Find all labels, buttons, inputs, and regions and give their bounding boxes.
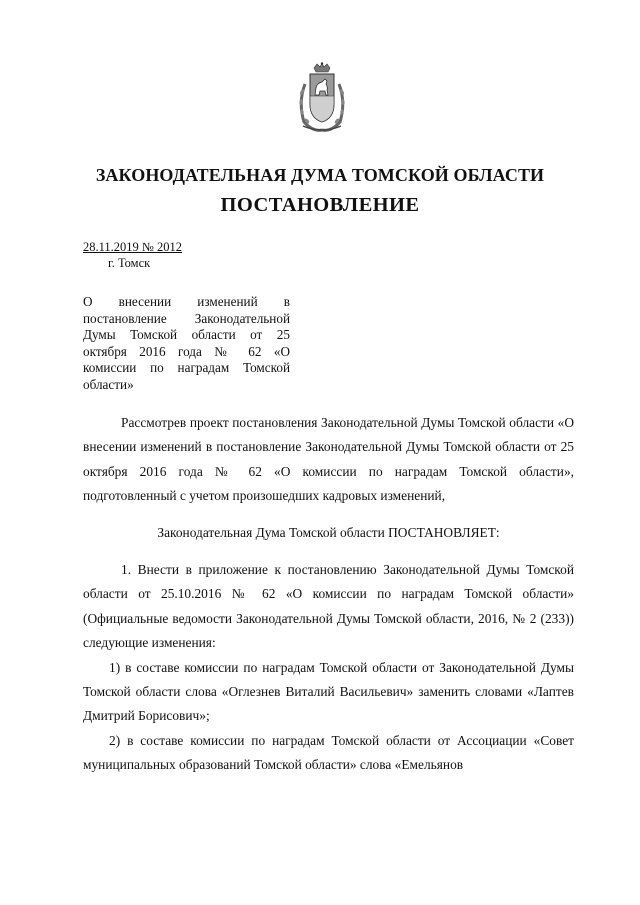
sub-item-1-paragraph: 1) в составе комиссии по наградам Томской области от Законодательной Думы Томской области слова «Оглезнев Виталий Васильевич» заменить словами «Лаптев Дмитрий Борисович»; — [83, 659, 574, 724]
resolve-line: Законодательная Дума Томской области ПОСТАНОВЛЯЕТ: — [157, 524, 500, 540]
preamble-paragraph: Рассмотрев проект постановления Законодательной Думы Томской области «О внесении изменений в постановление Законодательной Думы Томской области от 25 октября 2016 года № 62 «О комиссии по наградам Томской области», подготовленный с учетом произошедших кадровых изменений, — [83, 415, 574, 504]
city: г. Томск — [108, 256, 151, 270]
sub-item-2-paragraph: 2) в составе комиссии по наградам Томской области от Ассоциации «Совет муниципальных образований Томской области» слова «Емельянов — [83, 732, 574, 773]
organization-title: ЗАКОНОДАТЕЛЬНАЯ ДУМА ТОМСКОЙ ОБЛАСТИ — [95, 165, 545, 185]
item-1-paragraph: 1. Внести в приложение к постановлению Законодательной Думы Томской области от 25.10.2016 № 62 «О комиссии по наградам Томской области» (Официальные ведомости Законодательной Думы Томской области, 2016, № 2 (233)) следующие изменения: — [83, 562, 574, 651]
subject-block: О внесении изменений в постановление Законодательной Думы Томской области от 25 октября 2016 года № 62 «О комиссии по наградам Томской области» — [83, 294, 290, 392]
date-number: 28.11.2019 № 2012 — [83, 240, 182, 254]
document-body — [83, 411, 574, 778]
coat-of-arms-icon — [295, 62, 349, 134]
document-type-title: ПОСТАНОВЛЕНИЕ — [220, 194, 420, 216]
